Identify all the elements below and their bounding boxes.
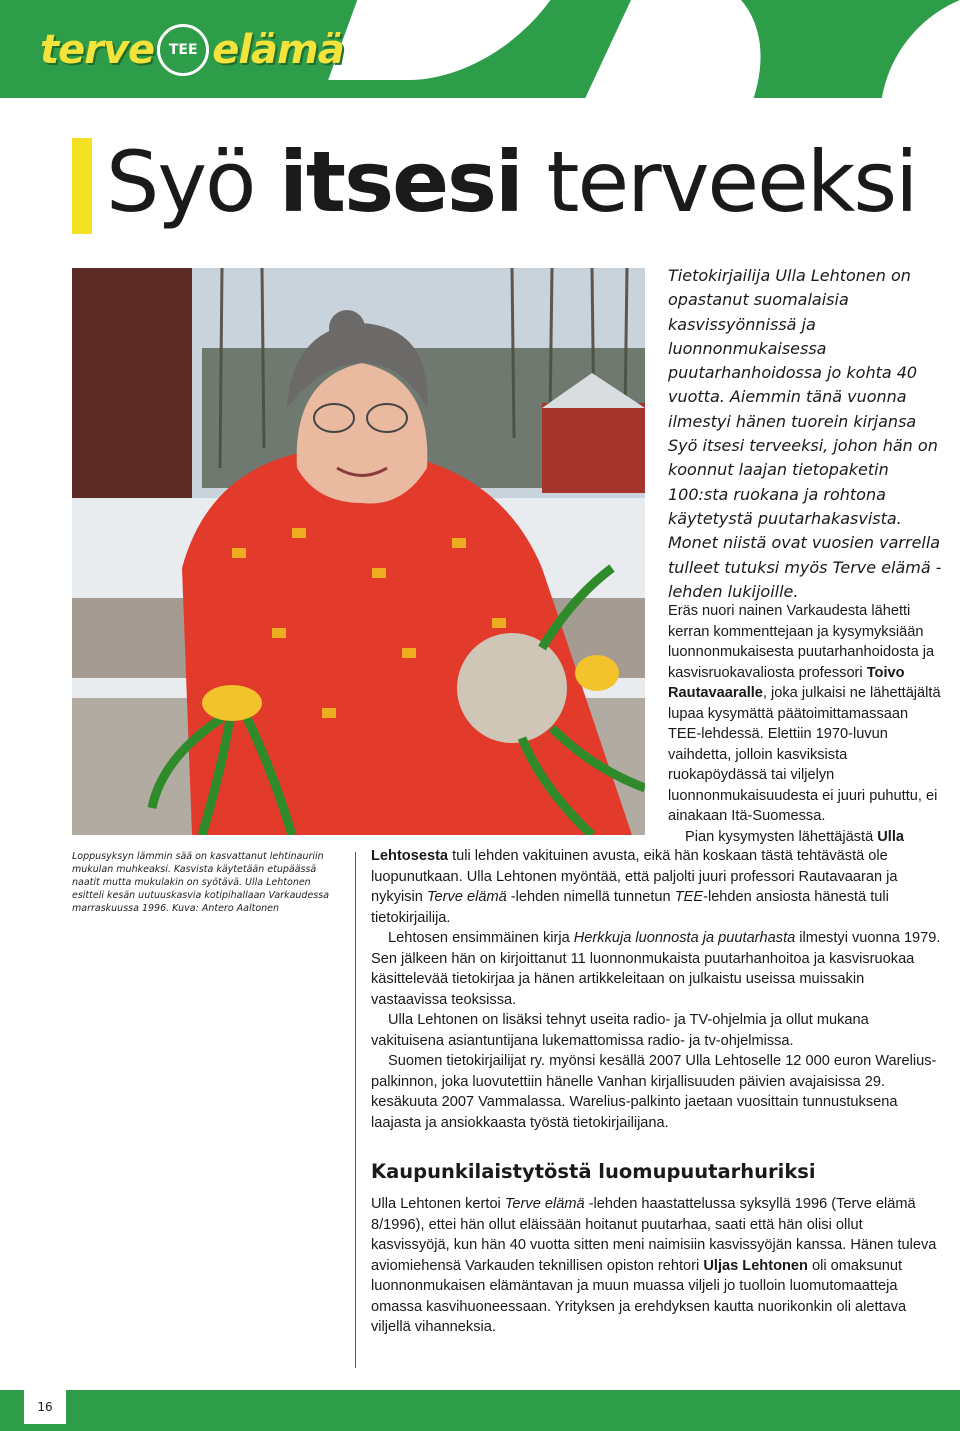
photo-woman-holding-vegetables-icon [72,268,645,835]
page-title [106,128,917,236]
page-number: 16 [24,1390,66,1424]
header-white-swoosh [880,0,960,98]
logo-word-elama: elämä [212,27,344,73]
photo-caption [72,850,342,915]
column-divider [355,852,356,1368]
body-paragraph-4: Ulla Lehtonen on lisäksi tehnyt useita radio- ja TV-ohjelmia ja ollut mukana vakituisena asiantuntijana lukemattomissa radio- ja tv-ohjelmissa. [371,1012,869,1049]
caption-text: Loppusyksyn lämmin sää on kasvattanut lehtinauriin mukulan muhkeaksi. Kasvista käytetään etupäässä naatit mutta mukulakin on syötävä. Ulla Lehtonen esitteli kesän uutuuskasvia kotipihallaan Varkaudessa marraskuussa 1996. [72,851,330,914]
body-paragraph-5: Suomen tietokirjailijat ry. myönsi kesällä 2007 Ulla Lehtoselle 12 000 euron Warelius-palkinnon, joka luovutettiin hänelle Vanhan kirjallisuuden päivien avajaisissa 29. kesäkuuta 2007 Vammalassa. Warelius-palkinto jaetaan vuosittain tunnustuksena laajasta ja ansiokkaasta työstä tietokirjailijana. [371,1053,937,1131]
magazine-header [0,0,960,98]
logo-word-terve: terve [40,27,155,73]
body-paragraph-2-cont: Lehtosesta tuli lehden vakituinen avusta, eikä hän koskaan tästä tehtävästä ole luopunutkaan. Ulla Lehtonen myöntää, että paljolti juuri professori Rautavaaran ja nykyisin Terve elämä -lehden nimellä tunnetun TEE-lehden ansiosta hänestä tuli tietokirjailija. [371,848,898,926]
body-column-right [668,601,944,847]
body-paragraph-3: Lehtosen ensimmäinen kirja Herkkuja luonnosta ja puutarhasta ilmestyi vuonna 1979. Sen jälkeen hän on kirjoittanut 11 luonnonmukaista puutarhanhoitoa ja kasvisruokaa käsittelevää tietokirjaa ja hänen artikkeleitaan on julkaistu useissa muissakin vastaavissa teoksissa. [371,930,941,1008]
section-body [371,1194,944,1338]
caption-credit: Kuva: Antero Aaltonen [172,903,280,914]
terve-elama-logo [40,28,344,72]
title-word-2: itsesi [279,133,522,231]
article-photo [72,268,645,835]
intro-paragraph: Tietokirjailija Ulla Lehtonen on opastanut suomalaisia kasvissyönnissä ja luonnonmukaisessa puutarhanhoidossa jo kohta 40 vuotta. Aiemmin tänä vuonna ilmestyi hänen tuorein kirjansa Syö itsesi terveeksi, johon hän on koonnut laajan tietopaketin 100:sta ruokana ja rohtona käytetystä puutarhakasvista. Monet niistä ovat vuosien varrella tulleet tutuksi myös Terve elämä -lehden lukijoille. [668,266,942,601]
logo-badge-tee: TEE [157,24,209,76]
body-paragraph-1: Eräs nuori nainen Varkaudesta lähetti kerran kommenttejaan ja kysymyksiään luonnonmukaisesta puutarhanhoidosta ja kasvisruokavaliosta professori Toivo Rautavaaralle, joka julkaisi ne lähettäjältä lupaa kysymättä päätoimittamassaan TEE-lehdessä. Elettiin 1970-luvun vaihdetta, jolloin kasviksista ruokapöydässä tai viljelyn luonnonmukaisuudesta ei juuri puhuttu, ei ainakaan Itä-Suomessa. [668,603,941,824]
title-word-1: Syö [106,133,280,231]
body-paragraph-2-start: Pian kysymysten lähettäjästä Ulla [685,828,905,845]
header-white-swoosh [328,0,572,80]
section-paragraph-1: Ulla Lehtonen kertoi Terve elämä -lehden haastattelussa syksyllä 1996 (Terve elämä 8/1996), ettei hän ollut eläissään hoitanut puutarhaa, saati että hän olisi ollut kasvissyöjä, kun hän 40 vuotta sitten meni naimisiin kasvissyöjän kanssa. Hänen tuleva aviomiehensä Varkauden teknillisen opiston rehtori Uljas Lehtonen oli omaksunut luonnonmukaisen elämäntavan ja muun muassa viljeli jo tuolloin luomutomaatteja omassa kasvihuoneessaan. Yrityksen ja erehdyksen kautta nuorikonkin oli alettava viljellä vihanneksia. [371,1196,937,1335]
page-footer [0,1390,960,1431]
header-white-swoosh [575,0,815,98]
body-column-wide [371,846,944,1133]
title-accent-bar [72,138,92,234]
section-heading: Kaupunkilaistytöstä luomupuutarhuriksi [371,1160,816,1183]
title-word-3: terveeksi [521,133,917,231]
